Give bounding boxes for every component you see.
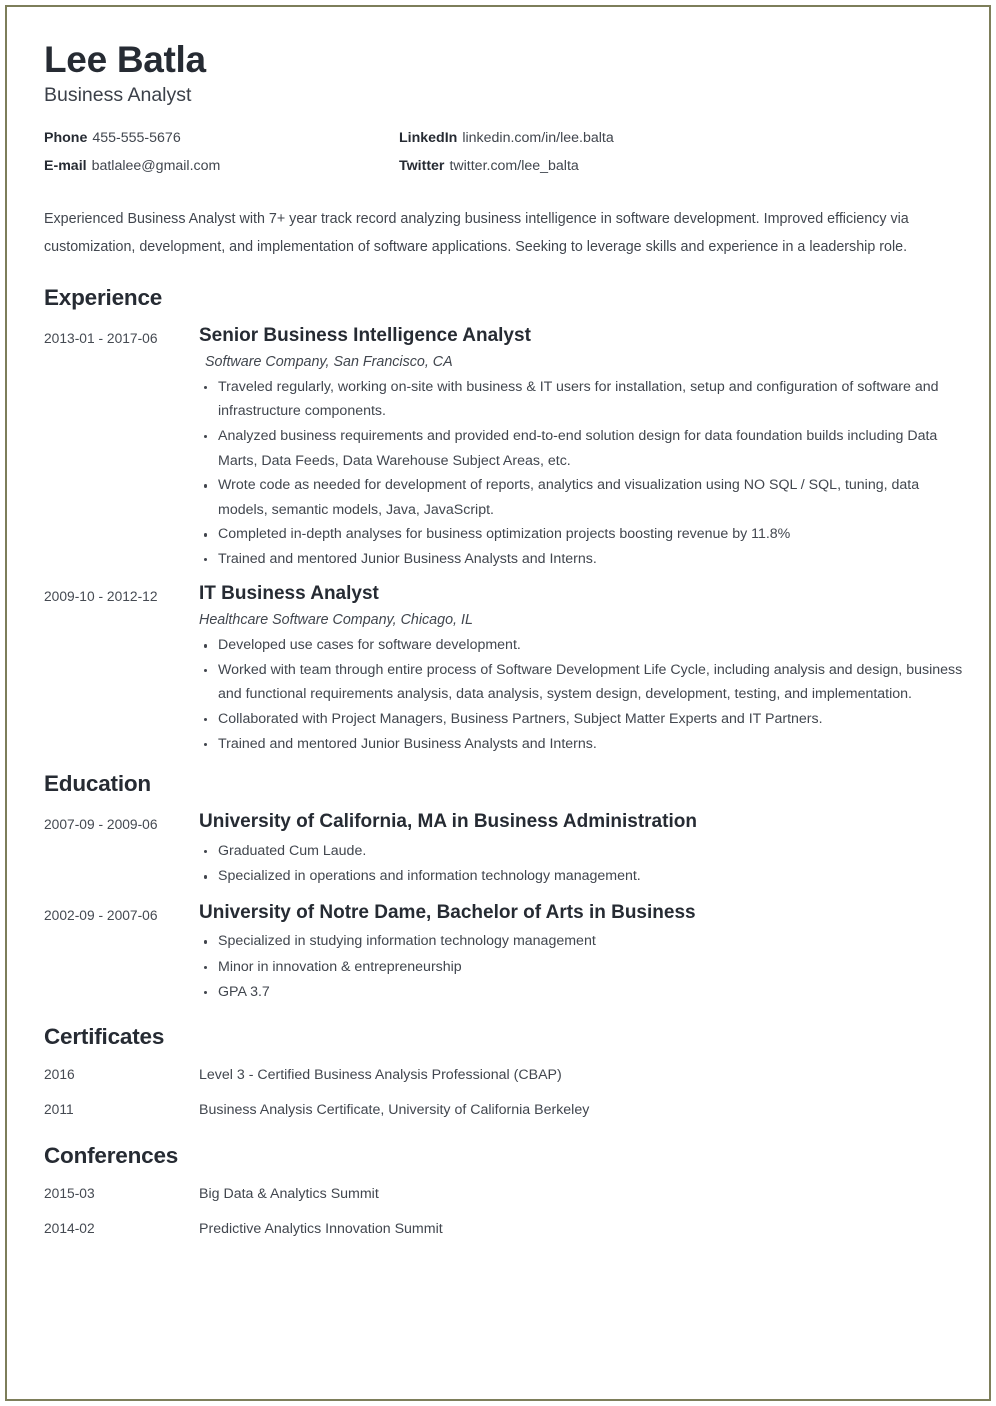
contact-twitter-label: Twitter [399,157,445,174]
conference-text: Predictive Analytics Innovation Summit [199,1221,443,1238]
experience-entry-bullets [199,375,964,572]
contact-phone-value: 455-555-5676 [92,129,181,146]
experience-entry-company: Healthcare Software Company, Chicago, IL [199,612,473,629]
education-entry [44,901,964,1006]
certificate-row [44,1100,964,1121]
experience-entry-bullets [199,633,964,756]
list-item: Collaborated with Project Managers, Business Partners, Subject Matter Experts and IT Partners. [199,707,964,732]
section-heading-experience: Experience [44,284,163,310]
conference-text: Big Data & Analytics Summit [199,1185,379,1202]
education-entry-bullets [199,929,964,1005]
list-item: Trained and mentored Junior Business Analysts and Interns. [199,732,964,757]
conference-row [44,1219,964,1240]
education-entry-body [199,810,964,889]
education-entry-date: 2002-09 - 2007-06 [44,907,158,923]
list-item: Developed use cases for software development. [199,633,964,658]
experience-entry-title: Senior Business Intelligence Analyst [199,324,531,346]
conference-row [44,1184,964,1205]
experience-entry-date: 2013-01 - 2017-06 [44,330,158,346]
list-item: Worked with team through entire process of Software Development Life Cycle, including analysis and design, business and functional requirements analysis, data analysis, system design, development, testing, and implementation. [199,658,964,707]
education-entry-date: 2007-09 - 2009-06 [44,817,158,833]
certificate-text: Business Analysis Certificate, University of California Berkeley [199,1102,590,1119]
experience-entry-company: Software Company, San Francisco, CA [205,353,453,370]
certificate-date: 2016 [44,1067,75,1083]
professional-summary: Experienced Business Analyst with 7+ year track record analyzing business intelligence in software development. Improved efficiency via customization, development, and implementation of software applications. Seeking to leverage skills and experience in a leadership role. [44,210,909,256]
certificate-row [44,1065,964,1086]
contact-phone [44,130,399,147]
section-certificates [44,1023,964,1122]
list-item: Specialized in studying information technology management [199,929,964,954]
experience-entry-body [199,324,964,571]
experience-entry [44,582,964,756]
list-item: Minor in innovation & entrepreneurship [199,955,964,980]
certificate-date: 2011 [44,1102,74,1118]
education-entry-title: University of Notre Dame, Bachelor of Arts in Business [199,901,696,923]
contact-email [44,158,399,175]
contact-phone-label: Phone [44,129,88,146]
list-item: Traveled regularly, working on-site with business & IT users for installation, setup and configuration of software and infrastructure components. [199,375,964,424]
section-conferences [44,1142,964,1241]
experience-entry-date: 2009-10 - 2012-12 [44,589,158,605]
resume-header [44,37,964,108]
education-entry-title: University of California, MA in Business Administration [199,811,697,833]
contact-email-value[interactable]: batlalee@gmail.com [91,157,221,174]
list-item: Analyzed business requirements and provided end-to-end solution design for data foundation builds including Data Marts, Data Feeds, Data Warehouse Subject Areas, etc. [199,424,964,473]
experience-entry-body [199,582,964,756]
section-experience [44,284,964,756]
contact-twitter [399,158,964,175]
list-item: GPA 3.7 [199,980,964,1005]
education-entry [44,810,964,889]
experience-entry [44,324,964,571]
section-education [44,770,964,1005]
list-item: Specialized in operations and information technology management. [199,864,964,889]
contact-twitter-value[interactable]: twitter.com/lee_balta [449,157,579,174]
education-entry-body [199,901,964,1006]
section-heading-certificates: Certificates [44,1024,165,1050]
contact-details [44,130,964,175]
candidate-job-title: Business Analyst [44,84,192,107]
contact-linkedin-label: LinkedIn [399,129,458,146]
contact-email-label: E-mail [44,157,87,174]
section-heading-education: Education [44,771,151,797]
conference-date: 2015-03 [44,1185,95,1201]
list-item: Graduated Cum Laude. [199,839,964,864]
candidate-name: Lee Batla [44,39,206,80]
list-item: Trained and mentored Junior Business Analysts and Interns. [199,547,964,572]
contact-linkedin-value[interactable]: linkedin.com/in/lee.balta [462,129,614,146]
education-entry-bullets [199,839,964,890]
section-heading-conferences: Conferences [44,1142,179,1168]
contact-linkedin [399,130,964,147]
resume-document [5,5,991,1401]
list-item: Completed in-depth analyses for business optimization projects boosting revenue by 11.8% [199,522,964,547]
conference-date: 2014-02 [44,1221,95,1237]
certificate-text: Level 3 - Certified Business Analysis Professional (CBAP) [199,1067,562,1084]
experience-entry-title: IT Business Analyst [199,583,379,605]
list-item: Wrote code as needed for development of reports, analytics and visualization using NO SQL / SQL, tuning, data models, semantic models, Java, JavaScript. [199,473,964,522]
